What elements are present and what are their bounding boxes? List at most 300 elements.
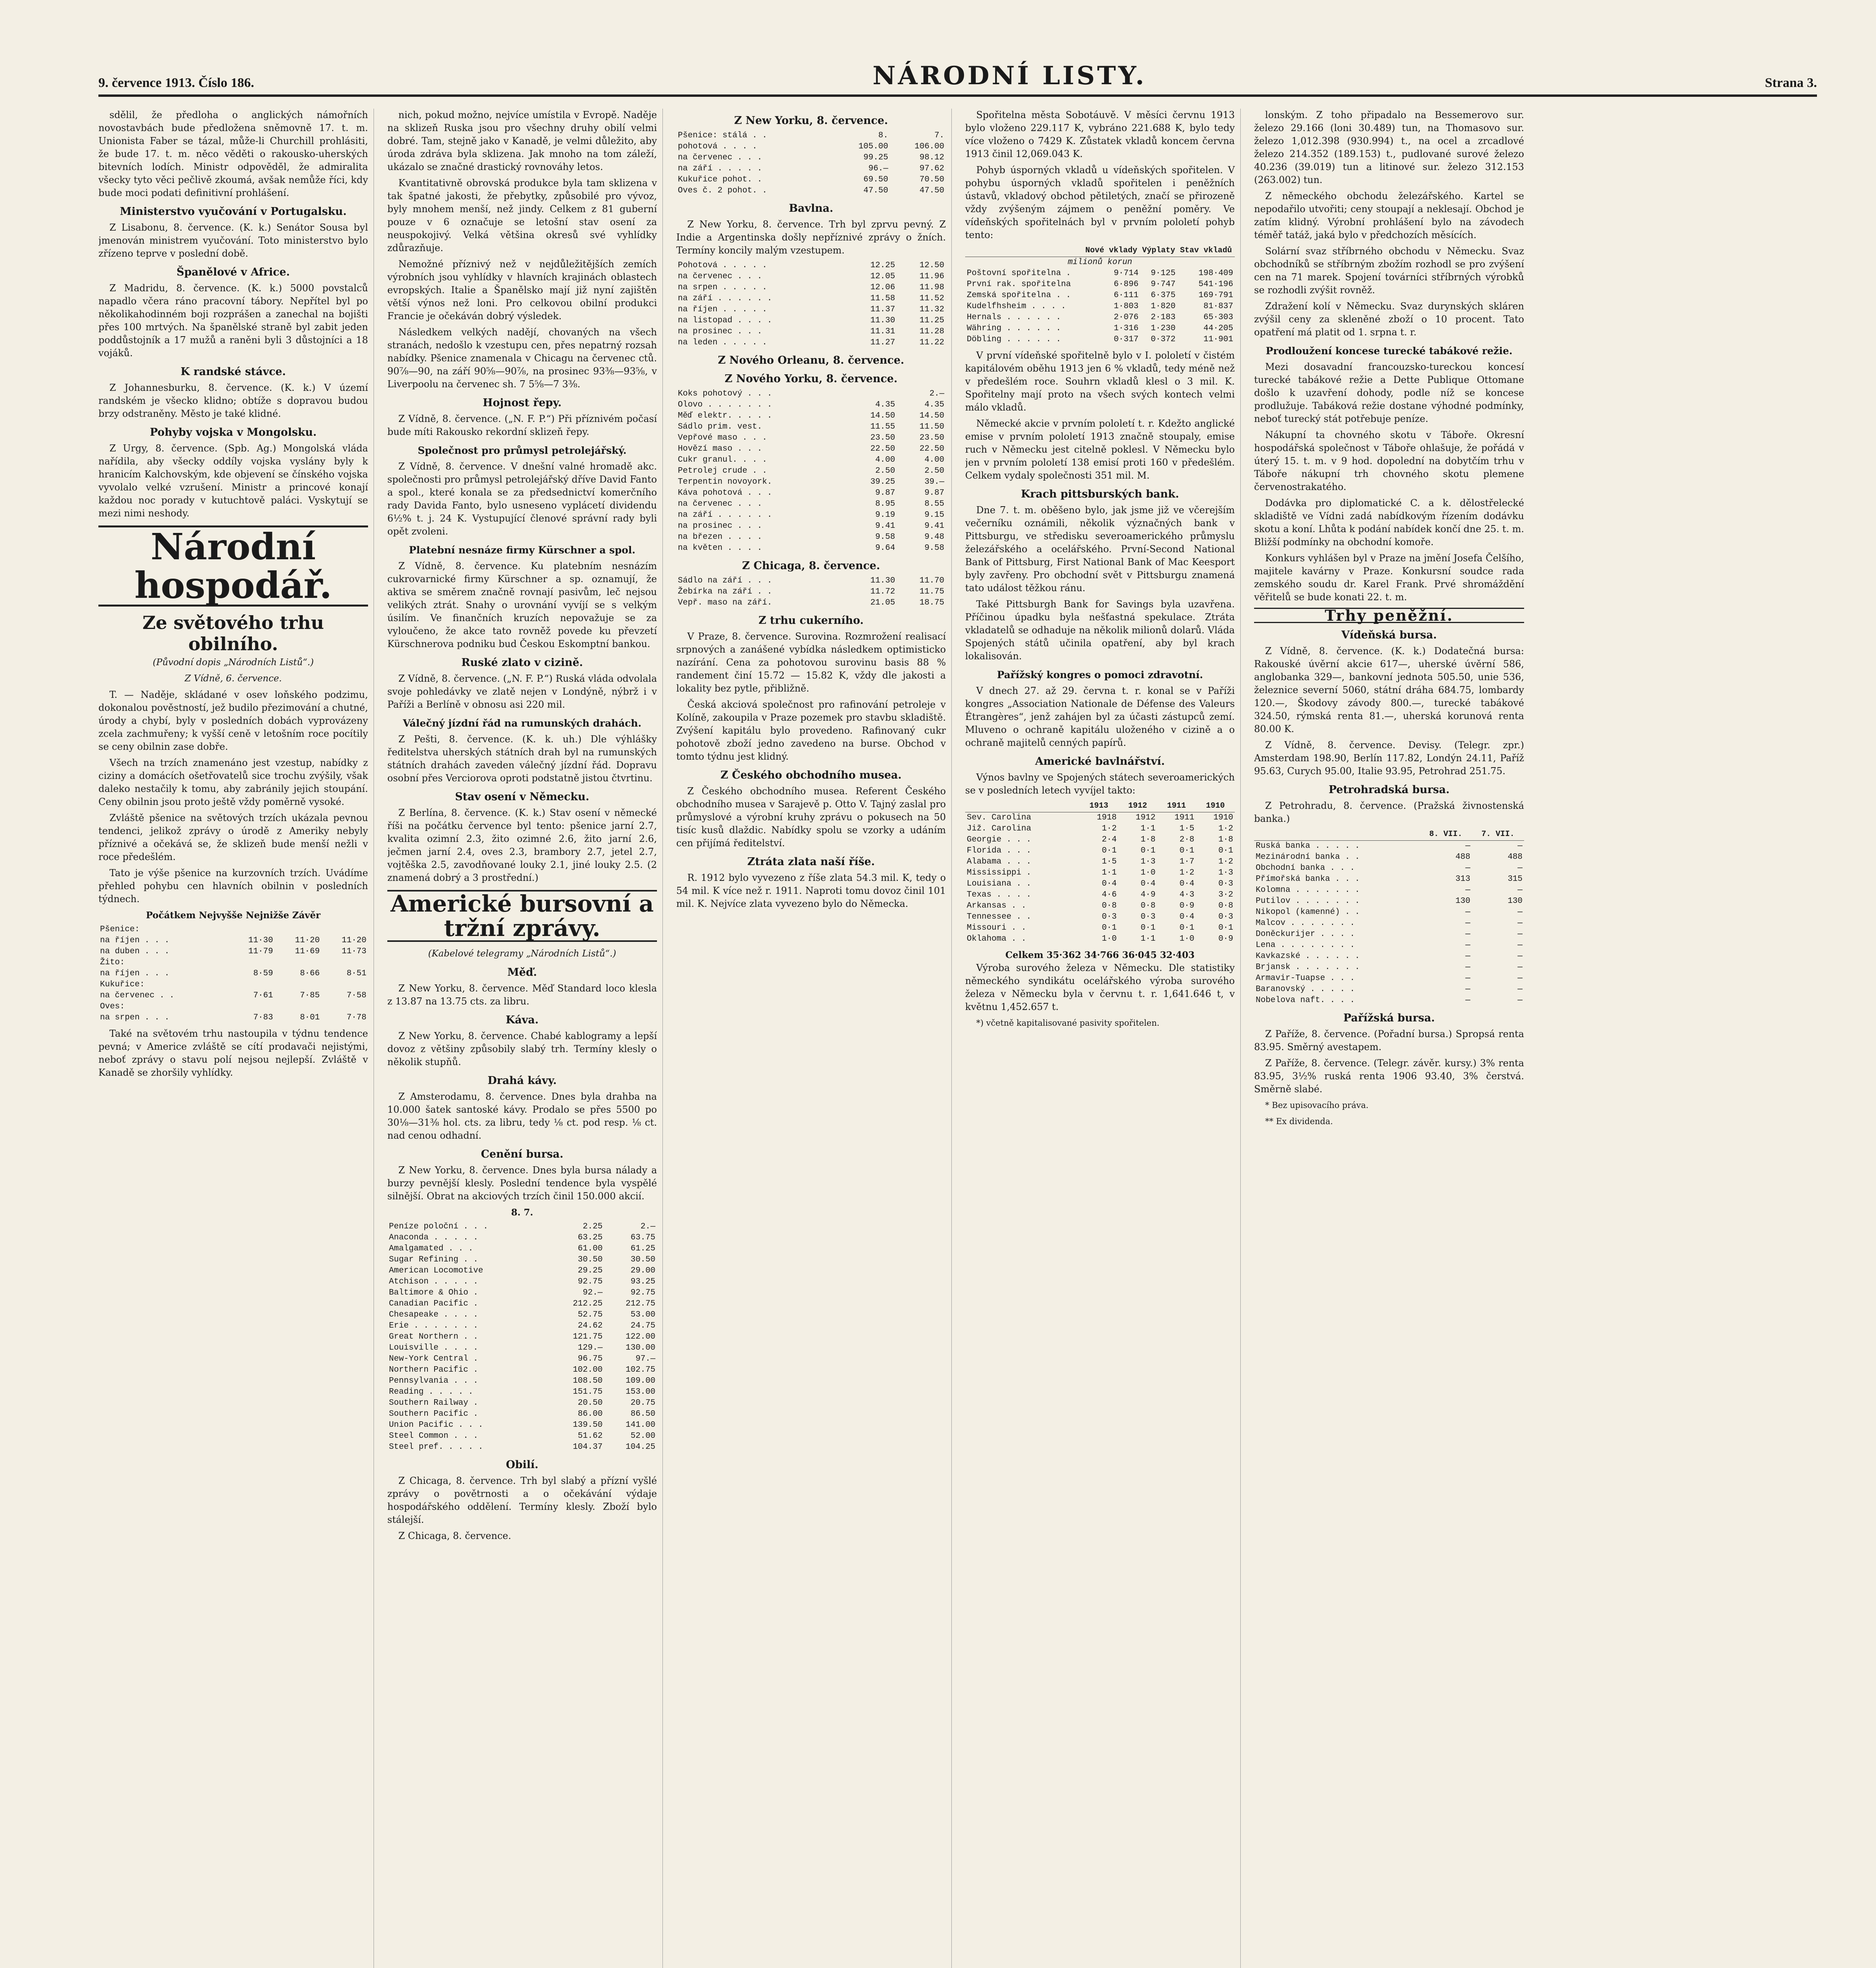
- section-heading: Vídeňská bursa.: [1341, 629, 1437, 641]
- section-heading: Drahá kávy.: [487, 1075, 557, 1087]
- table-cell: 1·8: [1218, 835, 1233, 844]
- table-cell: 22.50: [870, 444, 895, 453]
- table-cell: 29.00: [630, 1266, 655, 1275]
- table-cell: 7.: [934, 131, 944, 140]
- table-cell: Währing . . . . . .: [967, 324, 1061, 333]
- table-row: [965, 890, 1235, 901]
- table-cell: 11·901: [1203, 335, 1233, 344]
- table-cell: Louisville . . . .: [389, 1343, 478, 1352]
- column-header: Stav vkladů: [1177, 245, 1235, 257]
- section-heading: Společnost pro průmysl petrolejářský.: [418, 445, 627, 456]
- section-heading: Petrohradská bursa.: [1328, 784, 1450, 796]
- table-cell: —: [1517, 919, 1523, 928]
- table-cell: 1·0: [1102, 934, 1117, 943]
- table-row: [98, 924, 368, 935]
- section-heading: Pohyby vojska v Mongolsku.: [150, 426, 317, 438]
- table-cell: Nobelova naft. . . .: [1256, 996, 1355, 1005]
- table-cell: 92.75: [630, 1288, 655, 1297]
- table-cell: 39.25: [870, 477, 895, 486]
- table-cell: 92.75: [577, 1277, 603, 1286]
- paragraph: Z Johannesburku, 8. července. (K. k.) V území randském je všecko klidno; obtíže s dopravou budou brzy odstraněny. Město je také klidné.: [98, 382, 368, 419]
- table-cell: 0·1: [1140, 923, 1156, 932]
- table-row: [965, 823, 1235, 834]
- table-cell: —: [1517, 941, 1523, 950]
- footnote: * Bez upisovacího práva.: [1265, 1101, 1369, 1110]
- table-cell: —: [1517, 974, 1523, 983]
- table-cell: na červenec . .: [100, 991, 175, 1000]
- paragraph: Z New Yorku, 8. července. Měď Standard loco klesla z 13.87 na 13.75 cts. za libru.: [387, 983, 657, 1007]
- table-cell: —: [1465, 974, 1471, 983]
- table-cell: —: [1465, 908, 1471, 917]
- table-row: [1254, 940, 1524, 951]
- table-cell: 488: [1455, 853, 1471, 862]
- table-row: [676, 282, 946, 293]
- table-row: [98, 968, 368, 979]
- table-cell: 2·076: [1114, 313, 1139, 322]
- table-cell: 30.50: [577, 1255, 603, 1264]
- table-row: [676, 185, 946, 196]
- table-cell: Pennsylvania . . .: [389, 1376, 478, 1385]
- paragraph: Z Chicaga, 8. července. Trh byl slabý a přízní vyšlé zprávy o povětrnosti a o očekávání výdaje hospodářského oddělení. Termíny klesly. Zboží bylo stálejší.: [387, 1475, 657, 1525]
- table-cell: 8.: [878, 131, 888, 140]
- paragraph: lonským. Z toho připadalo na Bessemerovo sur. železo 29.166 (loni 30.489) tun, na Thomasovo sur. železo 1,012.398 (930.994) t., na ocel a zrcadlové železo 214.352 (189.153) t., pudlované surové železo 40.236 (39.019) tun a litinové sur. železo 312.153 (263.002) tun.: [1254, 109, 1524, 185]
- table-cell: —: [1517, 996, 1523, 1005]
- table-row: [387, 1431, 657, 1442]
- table-cell: [275, 979, 322, 990]
- section-subtitle: (Kabelové telegramy „Národních Listů“.): [428, 949, 616, 959]
- table-cell: Pohotová . . . . .: [678, 261, 767, 270]
- table-cell: 4·6: [1102, 890, 1117, 899]
- section-heading: Španělové v Africe.: [176, 266, 290, 278]
- table-cell: 109.00: [625, 1376, 655, 1385]
- table-cell: 1·230: [1151, 324, 1176, 333]
- table-cell: 12.25: [870, 261, 895, 270]
- table-cell: na září . . . . .: [678, 164, 762, 173]
- paragraph: Z Paříže, 8. července. (Pořadní bursa.) Spropsá renta 83.95. Směrný avestapem.: [1254, 1028, 1524, 1052]
- table-cell: 22.50: [919, 444, 944, 453]
- ny-grain-table: [676, 130, 946, 196]
- section-heading: K randské stávce.: [180, 366, 286, 378]
- cotton-table: [676, 260, 946, 348]
- table-cell: 1918: [1097, 813, 1117, 822]
- table-row: [676, 130, 946, 141]
- table-row: [965, 912, 1235, 923]
- paragraph: Z Urgy, 8. července. (Spb. Ag.) Mongolská vláda nařídila, aby všecky oddíly vojska vyslány byly k hranicím Kalchovským, kde objevení se čínského vojska vyvolalo velké vzrušení. Ministr a princové konají každou noc porady v kutuchtově paláci. Vyskytují se mezi nimi neshody.: [98, 443, 368, 519]
- table-row: [676, 304, 946, 315]
- paragraph: Z Vídně, 8. července. V dnešní valné hromadě akc. společnosti pro průmysl petrolejářský dříve David Fanto a spol., které konala se za předsednictví komerčního rady Davida Fanto, bylo usneseno vyplácetí dividendu 6½% t. j. 24 K. Vystupující členové správní rady byli opět zvoleni.: [387, 461, 657, 537]
- table-cell: 11.22: [919, 338, 944, 347]
- table-cell: —: [1517, 952, 1523, 961]
- article-title: Ze světového trhu obilního.: [142, 612, 324, 655]
- table-row: [965, 279, 1235, 290]
- paragraph: Všech na trzích znamenáno jest vzestup, nabídky z ciziny a domácích ošetřovatelů sice trochu zvýšily, však daleko nestačily k tomu, aby zabránily jejich stoupání. Ceny obilnin jsou proto ještě vždy poměrně vysoké.: [98, 757, 368, 807]
- table-row: [1254, 852, 1524, 863]
- table-cell: 11.55: [870, 422, 895, 431]
- table-row: [965, 290, 1235, 301]
- table-cell: Hovězí maso . . .: [678, 444, 762, 453]
- table-cell: 1·1: [1140, 824, 1156, 833]
- table-cell: Tennessee . .: [967, 912, 1031, 921]
- table-cell: 9.48: [924, 533, 944, 542]
- footnote: ** Ex dividenda.: [1265, 1117, 1333, 1126]
- table-cell: 18.75: [919, 598, 944, 607]
- table-row: [965, 856, 1235, 867]
- table-cell: 3·2: [1218, 890, 1233, 899]
- table-row: [387, 1321, 657, 1332]
- table-header-row: [965, 800, 1235, 812]
- table-cell: [228, 1001, 275, 1012]
- section-banner: Národní hospodář.: [98, 525, 368, 607]
- table-cell: 212.25: [573, 1299, 603, 1308]
- table-cell: 106.00: [914, 142, 944, 151]
- table-cell: na listopad . . . .: [678, 316, 772, 325]
- paragraph: Z Pešti, 8. července. (K. k. uh.) Dle výhlášky ředitelstva uherských státních drah byl na rumunských státních drahách zaveden válečný jízdní řád. Dopravu osobní přes Verciorova oproti podstatně jistou čtvrtinu.: [387, 734, 657, 784]
- table-cell: 99.25: [863, 153, 888, 162]
- table-unit: milionů korun: [1068, 258, 1132, 267]
- table-cell: 23.50: [870, 433, 895, 442]
- table-cell: 1·8: [1140, 835, 1156, 844]
- table-cell: [228, 924, 275, 935]
- section-heading: Platební nesnáze firmy Kürschner a spol.: [409, 544, 636, 556]
- paragraph: Konkurs vyhlášen byl v Praze na jmění Josefa Čelšího, majitele kavárny v Praze. Konkursní soudce rada zemského soudu dr. Karel Frank. Prvé shromáždění věřitelů se bude konati 22. t. m.: [1254, 553, 1524, 603]
- footnote: *) včetně kapitalisované pasivity spořitelen.: [976, 1018, 1160, 1028]
- table-cell: 12.50: [919, 261, 944, 270]
- table-cell: Amalgamated . . .: [389, 1244, 474, 1253]
- table-row: [965, 334, 1235, 345]
- table-row: [387, 1332, 657, 1343]
- table-row: [676, 315, 946, 326]
- paragraph: Zvláště pšenice na světových trzích ukázala pevnou tendenci, jelikož zprávy o úrodě z Ameriky nebyly příznivé a očekává se, že sklizeň bude menší nežli v roce předešlém.: [98, 812, 368, 862]
- table-cell: 7·85: [300, 991, 320, 1000]
- table-cell: 14.50: [919, 411, 944, 420]
- table-cell: na říjen . . . . .: [678, 305, 767, 314]
- chicago-table: [676, 575, 946, 609]
- table-cell: 24.75: [630, 1321, 655, 1330]
- table-cell: pohotová . . . .: [678, 142, 757, 151]
- table-cell: Terpentin novoyork.: [678, 477, 772, 486]
- section-heading: Pařížský kongres o pomoci zdravotní.: [997, 669, 1203, 681]
- page-number: Strana 3.: [1765, 76, 1817, 90]
- table-cell: [228, 957, 275, 968]
- table-cell: 104.25: [625, 1443, 655, 1452]
- table-cell: na květen . . . .: [678, 544, 762, 553]
- table-cell: Zemská spořitelna . .: [967, 291, 1071, 300]
- table-row: [98, 935, 368, 946]
- table-cell: [321, 979, 368, 990]
- paragraph: sdělil, že předloha o anglických námořních novostavbách bude předložena sněmovně 17. t. m. Unionista Faber se tázal, může-li Churchill prohlásiti, že bude 17. t. m. něco věděti o rakousko-uherských bitevních lodích. Ministr odpověděl, že admiralita všecky tyto věci pečlivě zkoumá, avšak nemůže říci, kdy bude moci podati definitivní prohlášení.: [98, 109, 368, 198]
- table-cell: 129.—: [577, 1343, 603, 1352]
- table-cell: 98.12: [919, 153, 944, 162]
- table-cell: Obchodní banka . . .: [1256, 864, 1355, 873]
- table-cell: 47.50: [863, 186, 888, 195]
- table-cell: Union Pacific . . .: [389, 1421, 483, 1430]
- table-row: [387, 1376, 657, 1387]
- table-cell: 0·3: [1140, 912, 1156, 921]
- table-cell: na říjen . . .: [100, 936, 170, 945]
- column-1: [98, 109, 374, 1968]
- table-cell: Louisiana . .: [967, 879, 1031, 888]
- table-row: [965, 834, 1235, 845]
- table-row: [965, 901, 1235, 912]
- section-heading: Krach pittsburských bank.: [1021, 488, 1179, 500]
- column-header: 1913: [1079, 800, 1118, 812]
- table-cell: 0·372: [1151, 335, 1176, 344]
- table-row: [676, 597, 946, 609]
- table-cell: 11·73: [341, 947, 366, 956]
- table-row: [1254, 918, 1524, 929]
- section-heading: Ministerstvo vyučování v Portugalsku.: [120, 205, 347, 218]
- table-row: [387, 1298, 657, 1310]
- table-cell: 61.25: [630, 1244, 655, 1253]
- table-cell: Mississippi .: [967, 868, 1031, 877]
- table-row: [1254, 962, 1524, 973]
- table-row: [387, 1265, 657, 1276]
- table-cell: 315: [1508, 875, 1523, 884]
- table-row: [387, 1254, 657, 1265]
- table-cell: 11.70: [919, 576, 944, 585]
- paragraph: Nemožné příznivý než v nejdůležitějších zemích výrobních jsou vyhlídky v hlavních krajinách oblastech evropských. Italie a Španělsko mají již nyní zajištěn větší výnos než loni. Pro celkovou obilní produkci Francie je očekáván dobrý výsledek.: [387, 259, 657, 322]
- section-banner: Americké bursovní a tržní zprávy.: [387, 890, 657, 942]
- section-heading: Ruské zlato v cizině.: [461, 657, 583, 669]
- table-cell: Lena . . . . . . . .: [1256, 941, 1355, 950]
- table-cell: Arkansas . .: [967, 901, 1027, 910]
- table-cell: Oves č. 2 pohot. .: [678, 186, 767, 195]
- table-cell: [847, 388, 897, 400]
- table-cell: Ruská banka . . . . .: [1256, 842, 1360, 851]
- table-row: [387, 1398, 657, 1409]
- table-cell: —: [1465, 930, 1471, 939]
- article-subtitle: (Původní dopis „Národních Listů“.): [152, 657, 314, 668]
- table-cell: 0·3: [1218, 879, 1233, 888]
- table-cell: [275, 957, 322, 968]
- table-cell: na leden . . . . .: [678, 338, 767, 347]
- table-cell: 1·2: [1179, 868, 1195, 877]
- grain-price-table: [98, 924, 368, 1023]
- table-cell: na září . . . . . .: [678, 294, 772, 303]
- column-header: 1912: [1118, 800, 1157, 812]
- table-cell: 14.50: [870, 411, 895, 420]
- table-cell: Great Northern . .: [389, 1332, 478, 1341]
- paragraph: Mezi dosavadní francouzsko-tureckou koncesí turecké tabákové režie a Dette Publique Ottomane došlo k uzavření dohody, podle níž se koncese prodlužuje. Tabáková režie dostane výhodné podmínky, neboť turecký stát potřebuje peníze.: [1254, 361, 1524, 424]
- paragraph: Z New Yorku, 8. července. Dnes byla bursa nálady a burzy pevnější klesly. Poslední tendence byla vyspělé silnější. Obrat na akciových trzích činil 150.000 akcií.: [387, 1165, 657, 1202]
- section-heading: Hojnost řepy.: [483, 397, 562, 409]
- paragraph: Z Vídně, 8. července. (K. k.) Dodatečná bursa: Rakouské úvěrní akcie 617—, uherské úvěrní 586, anglobanka 329—, bankovní jednota 505.50, unie 536, železnice severní 5060, státní dráha 684.75, lombardy 120.—, Škodovy závody 800.—, turecké tabákové 324.50, rýmská renta 81.—, uherská korunová renta 80.00 K.: [1254, 646, 1524, 734]
- table-cell: 11.98: [919, 283, 944, 292]
- table-row: [676, 543, 946, 554]
- section-heading: Z Chicaga, 8. července.: [742, 560, 880, 572]
- table-cell: Pšenice:: [100, 925, 140, 934]
- table-row: [1254, 973, 1524, 984]
- table-cell: 1·5: [1102, 857, 1117, 866]
- table-row: [676, 337, 946, 348]
- table-cell: 9.87: [924, 488, 944, 498]
- table-cell: 0·4: [1140, 879, 1156, 888]
- paragraph: Z Chicaga, 8. července.: [398, 1530, 511, 1541]
- table-cell: 9.64: [875, 544, 895, 553]
- section-heading: Pařížská bursa.: [1343, 1012, 1435, 1024]
- table-cell: 0·1: [1140, 846, 1156, 855]
- table-cell: 52.75: [577, 1310, 603, 1319]
- table-cell: 8.55: [924, 499, 944, 509]
- table-cell: Kolomna . . . . . . .: [1256, 886, 1360, 895]
- table-cell: —: [1465, 985, 1471, 994]
- table-cell: 1·803: [1114, 302, 1139, 311]
- table-cell: 1910: [1213, 813, 1233, 822]
- table-cell: New-York Central .: [389, 1354, 478, 1363]
- paragraph: R. 1912 bylo vyvezeno z říše zlata 54.3 mil. K, tedy o 54 mil. K více než r. 1911. Naproti tomu dovoz činil 101 mil. K. Nejvíce zlata vyvezeno bylo do Německa.: [676, 872, 946, 909]
- table-row: [676, 163, 946, 174]
- table-cell: 1·316: [1114, 324, 1139, 333]
- newspaper-title: NÁRODNÍ LISTY.: [872, 61, 1147, 91]
- table-cell: 11.37: [870, 305, 895, 314]
- table-header-row: [965, 245, 1235, 257]
- table-cell: —: [1517, 886, 1523, 895]
- table-cell: Southern Railway .: [389, 1398, 478, 1408]
- table-cell: 4.00: [875, 455, 895, 464]
- table-cell: 4.35: [875, 400, 895, 409]
- table-cell: 7·61: [253, 991, 273, 1000]
- table-cell: 63.25: [577, 1233, 603, 1242]
- paragraph: Německé akcie v prvním pololetí t. r. Kdežto anglické emise v prvním pololetí 1913 značně stoupaly, emise ruch v Německu jest citelně poklesl. V Německu bylo jen v prvním pololetí 138 emisí proti 160 v předešlém. Celkem vydaly společnosti 351 mil. M.: [965, 418, 1235, 481]
- table-cell: Žito:: [100, 958, 125, 967]
- table-cell: 4·9: [1140, 890, 1156, 899]
- table-row: [676, 400, 946, 411]
- table-row: [387, 1276, 657, 1287]
- table-cell: 9.58: [875, 533, 895, 542]
- table-cell: 11.27: [870, 338, 895, 347]
- petrograd-table: [1254, 829, 1524, 1006]
- table-cell: 8·01: [300, 1013, 320, 1022]
- table-cell: Anaconda . . . . .: [389, 1233, 478, 1242]
- paragraph: Z Vídně, 8. července. Ku platebním nesnázím cukrovarnické firmy Kürschner a sp. oznamují, že aktiva se směrem značně rovnají pasivům, leč nejsou velikých ztrát. Snahy o urovnání vyvíjí se s velkým úsilím. Ve finančních kruzích nepovažuje se za vyloučeno, že akce tato rovněž povede ku převzetí Kürschnerova podniku bud Českou Eskomptní bankou.: [387, 560, 657, 649]
- table-cell: 6·111: [1114, 291, 1139, 300]
- paragraph: Z Paříže, 8. července. (Telegr. závěr. kursy.) 3% renta 83.95, 3½% ruská renta 1906 93.40, 3% čerstvá. Směrně slabé.: [1254, 1058, 1524, 1095]
- table-row: [98, 957, 368, 968]
- table-row: [387, 1387, 657, 1398]
- table-cell: 86.00: [577, 1409, 603, 1419]
- table-cell: 1·7: [1179, 857, 1195, 866]
- table-cell: 0·3: [1102, 912, 1117, 921]
- table-row: [387, 1365, 657, 1376]
- table-cell: Armavir-Tuapse . . .: [1256, 974, 1355, 983]
- table-cell: Canadian Pacific .: [389, 1299, 478, 1308]
- table-cell: 7·83: [253, 1013, 273, 1022]
- table-cell: Texas . . . .: [967, 890, 1031, 899]
- table-cell: 11.96: [919, 272, 944, 281]
- table-row: [676, 152, 946, 163]
- table-row: [1254, 841, 1524, 852]
- table-cell: 9.41: [924, 522, 944, 531]
- table-cell: 44·205: [1203, 324, 1233, 333]
- table-cell: 8·66: [300, 969, 320, 978]
- column-2: [387, 109, 663, 1968]
- table-row: [387, 1243, 657, 1254]
- paragraph: Z Českého obchodního musea. Referent Českého obchodního musea v Sarajevě p. Otto V. Tajný zaslal pro průmyslové a výrobní kruhy zprávu o pokusech na 50 tisíc kusů dlaždic. Nabídky spolu se vzorky a udáním cen přijímá ředitelství.: [676, 786, 946, 849]
- paragraph: V Praze, 8. července. Surovina. Rozmrožení realisací srpnových a zanášené vybídka následkem optimisticko nazírání. Cena za pohotovou surovinu basis 88 % randement činí 15.72 — 15.82 K, vždy dle jakosti a lokality bez pytle, přibližně.: [676, 631, 946, 694]
- table-cell: 0·1: [1179, 846, 1195, 855]
- table-cell: 29.25: [577, 1266, 603, 1275]
- table-row: [676, 521, 946, 532]
- table-row: [676, 499, 946, 510]
- table-cell: Poštovní spořitelna .: [967, 269, 1071, 278]
- column-5: [1254, 109, 1530, 1968]
- table-row: [965, 879, 1235, 890]
- table-cell: 11.75: [919, 587, 944, 596]
- table-row: [1254, 885, 1524, 896]
- table-cell: Döbling . . . . . .: [967, 335, 1061, 344]
- table-cell: 9·714: [1114, 269, 1139, 278]
- table-cell: Missouri . .: [967, 923, 1027, 932]
- table-cell: 8.95: [875, 499, 895, 509]
- table-cell: 130.00: [625, 1343, 655, 1352]
- table-row: [387, 1409, 657, 1420]
- table-cell: 52.00: [630, 1432, 655, 1441]
- table-row: [676, 532, 946, 543]
- section-heading: Z Nového Yorku, 8. července.: [725, 373, 897, 385]
- table-cell: Sugar Refining . .: [389, 1255, 478, 1264]
- table-cell: na září . . . . . .: [678, 510, 772, 520]
- paragraph: Spořitelna města Sobotáuvě. V měsíci červnu 1913 bylo vloženo 229.117 K, vybráno 221.688 K, bylo tedy více vloženo o 7429 K. Zůstatek vkladů koncem června 1913 činil 12,069.043 K.: [965, 109, 1235, 159]
- table-cell: 0·1: [1179, 923, 1195, 932]
- table-cell: 130: [1455, 897, 1471, 906]
- table-cell: na duben . . .: [100, 947, 170, 956]
- table-cell: —: [1517, 864, 1523, 873]
- table-cell: Peníze poloční . . .: [389, 1222, 488, 1231]
- table-row: [1254, 984, 1524, 995]
- table-cell: 1·5: [1179, 824, 1195, 833]
- table-cell: 11·20: [341, 936, 366, 945]
- table-cell: Žebírka na září . .: [678, 587, 772, 596]
- paragraph: Výnos bavlny ve Spojených státech severoamerických se v posledních letech vyvíjel takto:: [965, 772, 1235, 796]
- table-row: [1254, 863, 1524, 874]
- table-row: [98, 979, 368, 990]
- paragraph: Dne 7. t. m. oběšeno bylo, jak jsme již ve včerejším večerníku oznámili, několik význačných bank v Pittsburgu, ve středisku severoamerického průmyslu železářského a ocelářského. První-Second National Bank of Pittsburg, First National Bank of Mac Keesport byly zavřeny. Pro obchodní svět v Pittsburgu znamená tato událost těžkou ránu.: [965, 505, 1235, 594]
- table-row: [676, 586, 946, 597]
- section-heading: Cenění bursa.: [481, 1148, 564, 1160]
- table-cell: 0·1: [1218, 923, 1233, 932]
- table-cell: 313: [1455, 875, 1471, 884]
- paragraph: Nákupní ta chovného skotu v Táboře. Okresní hospodářská společnost v Táboře ohlašuje, že pořádá v úterý 15. t. m. v 9 hod. dopolední na dobytčím trhu v Táboře nákupní trh chovného skotu plemene červenostrakatého.: [1254, 429, 1524, 492]
- table-cell: 541·196: [1198, 280, 1233, 289]
- table-row: [387, 1343, 657, 1354]
- paragraph: Solární svaz stříbrného obchodu v Německu. Svaz obchodníků se stříbrným zbožím rozhodl se pro zvýšení cen na 71 marek. Spojení továrníci stříbrných výrobků se rozhodli zvýšit rovněž.: [1254, 246, 1524, 296]
- table-row: [1254, 995, 1524, 1006]
- stock-table: [387, 1221, 657, 1453]
- table-cell: 96.—: [868, 164, 888, 173]
- table-cell: na srpen . . .: [100, 1013, 170, 1022]
- table-cell: 1912: [1136, 813, 1156, 822]
- table-cell: 0·8: [1218, 901, 1233, 910]
- paragraph: Z Vídně, 8. července. („N. F. P.“) Ruská vláda odvolala svoje pohledávky ve zlatě nejen v Londýně, nýbrž i v Paříži a Berlíně v obnosu asi 220 mil.: [387, 673, 657, 710]
- table-row: [1254, 874, 1524, 885]
- paragraph: Z Lisabonu, 8. července. (K. k.) Senátor Sousa byl jmenován ministrem vyučování. Toto ministerstvo bylo zřízeno teprve v poslední době.: [98, 222, 368, 259]
- table-cell: 169·791: [1198, 291, 1233, 300]
- table-cell: 105.00: [858, 142, 888, 151]
- table-cell: 2.50: [924, 466, 944, 475]
- paragraph: Česká akciová společnost pro rafinování petroleje v Kolíně, zakoupila v Praze pozemek pro stavbu skladiště. Zvýšení kapitálu bylo provedeno. Rafinovaný cukr pohotově zboží jedno zavedeno na burse. Obchod v tomto týdnu jest klidný.: [676, 699, 946, 762]
- table-cell: —: [1465, 886, 1471, 895]
- paragraph: Zdražení kolí v Německu. Svaz durynských skláren zvýšil ceny za skleněné zboží o 10 procent. Tato opatření má platit od 1. srpna t. r.: [1254, 301, 1524, 338]
- table-cell: na červenec . . .: [678, 153, 762, 162]
- paragraph: Z Berlína, 8. července. (K. k.) Stav osení v německé říši na počátku července byl tento: pšenice jarní 2.7, kvalita ozimní 2.3, žito ozimné 2.6, žito jarní 2.6, ječmen jarní 2.4, oves 2.3, brambory 2.7, jetel 2.7, vojtěška 2.5, zavodňované louky 2.1, jiné louky 2.5. (2 znamená dobrý a 3 prostřední.): [387, 807, 657, 883]
- table-cell: 11.25: [919, 316, 944, 325]
- table-cell: 102.00: [573, 1365, 603, 1374]
- table-cell: Northern Pacific .: [389, 1365, 478, 1374]
- table-cell: 0·317: [1114, 335, 1139, 344]
- table-cell: na prosinec . . .: [678, 327, 762, 336]
- table-row: [387, 1354, 657, 1365]
- column-header: 1911: [1157, 800, 1196, 812]
